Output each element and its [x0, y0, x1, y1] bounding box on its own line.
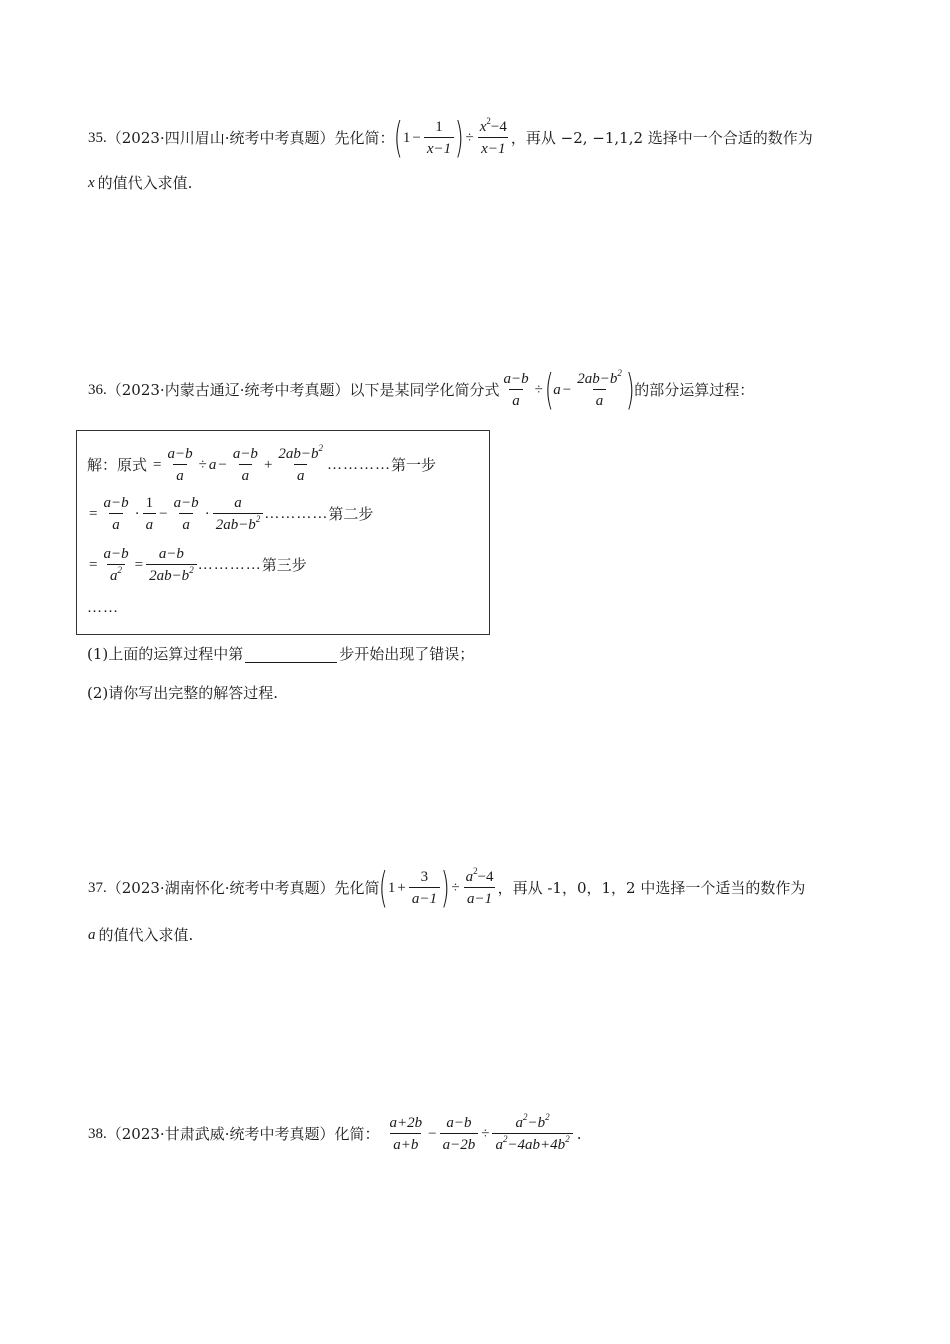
math-operator: − [412, 129, 421, 146]
fraction: $\frac{a-b}{a}$ [173, 495, 199, 533]
fraction: $\frac{a}{2ab-b^2}$ [213, 494, 264, 534]
solution-step-3: = $\frac{a-b}{a^2}$ = $\frac{a-b}{2ab-b^2}$ ………… 第三步 [89, 546, 307, 584]
fraction: $\frac{a+2b}{a+b}$ [389, 1115, 423, 1153]
fraction: $\frac{a^2-b^2}{a^2-4ab+4b^2}$ [492, 1114, 572, 1154]
question-prompt-suffix: 的部分运算过程： [634, 381, 755, 399]
sub-question-2: (2)请你写出完整的解答过程. [87, 684, 279, 702]
leader-dots: ………… [197, 556, 262, 573]
question-37-line-2: a 的值代入求值. [88, 926, 194, 944]
fraction: $\frac{3}{a-1}$ [409, 868, 440, 908]
step-name: 第二步 [328, 505, 374, 523]
question-source: （2023·内蒙古通辽·统考中考真题） [106, 381, 350, 399]
question-prompt: 先化简： [334, 129, 395, 147]
fraction: $\frac{a-b}{a}$ [232, 446, 258, 484]
fraction: $\frac{a^2-4}{a-1}$ [465, 866, 494, 907]
math-term: 1 [402, 129, 411, 146]
left-paren: ( [394, 113, 404, 162]
question-number: 37. [88, 880, 107, 896]
left-paren: ( [379, 863, 389, 912]
question-38-line-1: 38. （2023·甘肃武威·统考中考真题） 化简： $\frac{a+2b}{a+b}$ − $\frac{a-b}{a-2b}$ ÷ $\frac{a^2-b^2}{a^2-4ab+4b^2}$ . [88, 1112, 582, 1153]
right-paren: ) [454, 113, 464, 162]
left-paren: ( [544, 365, 554, 414]
fraction: $\frac{a-b}{a^2}$ [103, 546, 129, 584]
solution-ellipsis: …… [87, 600, 119, 616]
question-35-line-1 [88, 113, 813, 162]
fraction: $\frac{a-b}{a}$ [503, 371, 529, 409]
question-number: 38. [88, 1126, 107, 1142]
question-source: （2023·四川眉山·统考中考真题） [106, 129, 335, 147]
question-prompt-suffix: ，再从 −2, −1,1,2 选择中一个合适的数作为 [510, 129, 813, 147]
question-36-line-1 [88, 365, 755, 414]
fraction: $\frac{a-b}{a}$ [167, 446, 193, 484]
fraction: $\frac{2ab-b^2}{a}$ [278, 443, 324, 484]
solution-step-1: 解：原式 = $\frac{a-b}{a}$ ÷ a − $\frac{a-b}{a}$ + $\frac{2ab-b^2}{a}$ ………… 第一步 [87, 443, 437, 484]
solution-step-2: = $\frac{a-b}{a}$ · $\frac{1}{a}$ − $\frac{a-b}{a}$ · $\frac{a}{2ab-b^2}$ ………… 第二步 [89, 495, 374, 533]
solution-label: 解：原式 [87, 456, 148, 474]
question-prompt: 以下是某同学化简分式 [349, 381, 500, 399]
step-name: 第三步 [261, 556, 307, 574]
question-source: （2023·湖南怀化·统考中考真题） [106, 879, 335, 897]
sub-question-1: (1)上面的运算过程中第 步开始出现了错误； [87, 645, 475, 663]
right-paren: ) [625, 365, 635, 414]
question-number: 36. [88, 382, 107, 398]
fraction: $\frac{a-b}{a-2b}$ [440, 1114, 479, 1154]
math-operator: ÷ [465, 129, 474, 146]
fraction: $\frac{1}{x-1}$ [424, 118, 454, 158]
math-variable: x [88, 175, 95, 191]
answer-blank[interactable] [245, 646, 337, 663]
question-text: 的值代入求值. [97, 174, 193, 192]
fraction: $\frac{a-b}{a}$ [103, 495, 129, 533]
leader-dots: ………… [264, 505, 329, 522]
math-operator: ÷ [534, 381, 543, 398]
question-number: 35. [88, 130, 107, 146]
fraction: $\frac{1}{a}$ [143, 494, 157, 534]
question-37-line-1: 37. （2023·湖南怀化·统考中考真题） 先化简 ( 1 + $\frac{3}{a-1}$ ) ÷ $\frac{a^2-4}{a-1}$ ，再从 -1，0，1，2 中选择一个适当的数作为 [88, 863, 806, 912]
leader-dots: ………… [327, 456, 392, 473]
question-35-line-2 [88, 173, 192, 193]
fraction: $\frac{x^2-4}{x-1}$ [479, 116, 507, 157]
question-prompt-suffix: ，再从 -1，0，1，2 中选择一个适当的数作为 [497, 879, 806, 897]
question-prompt: 先化简 [334, 879, 380, 897]
math-variable: a [553, 381, 561, 398]
fraction: $\frac{a-b}{2ab-b^2}$ [146, 545, 197, 585]
fraction: $\frac{2ab-b^2}{a}$ [577, 368, 622, 409]
question-prompt: 化简： [334, 1125, 380, 1143]
step-name: 第一步 [391, 456, 437, 474]
math-operator: − [562, 381, 572, 398]
right-paren: ) [440, 863, 450, 912]
question-source: （2023·甘肃武威·统考中考真题） [106, 1125, 335, 1143]
